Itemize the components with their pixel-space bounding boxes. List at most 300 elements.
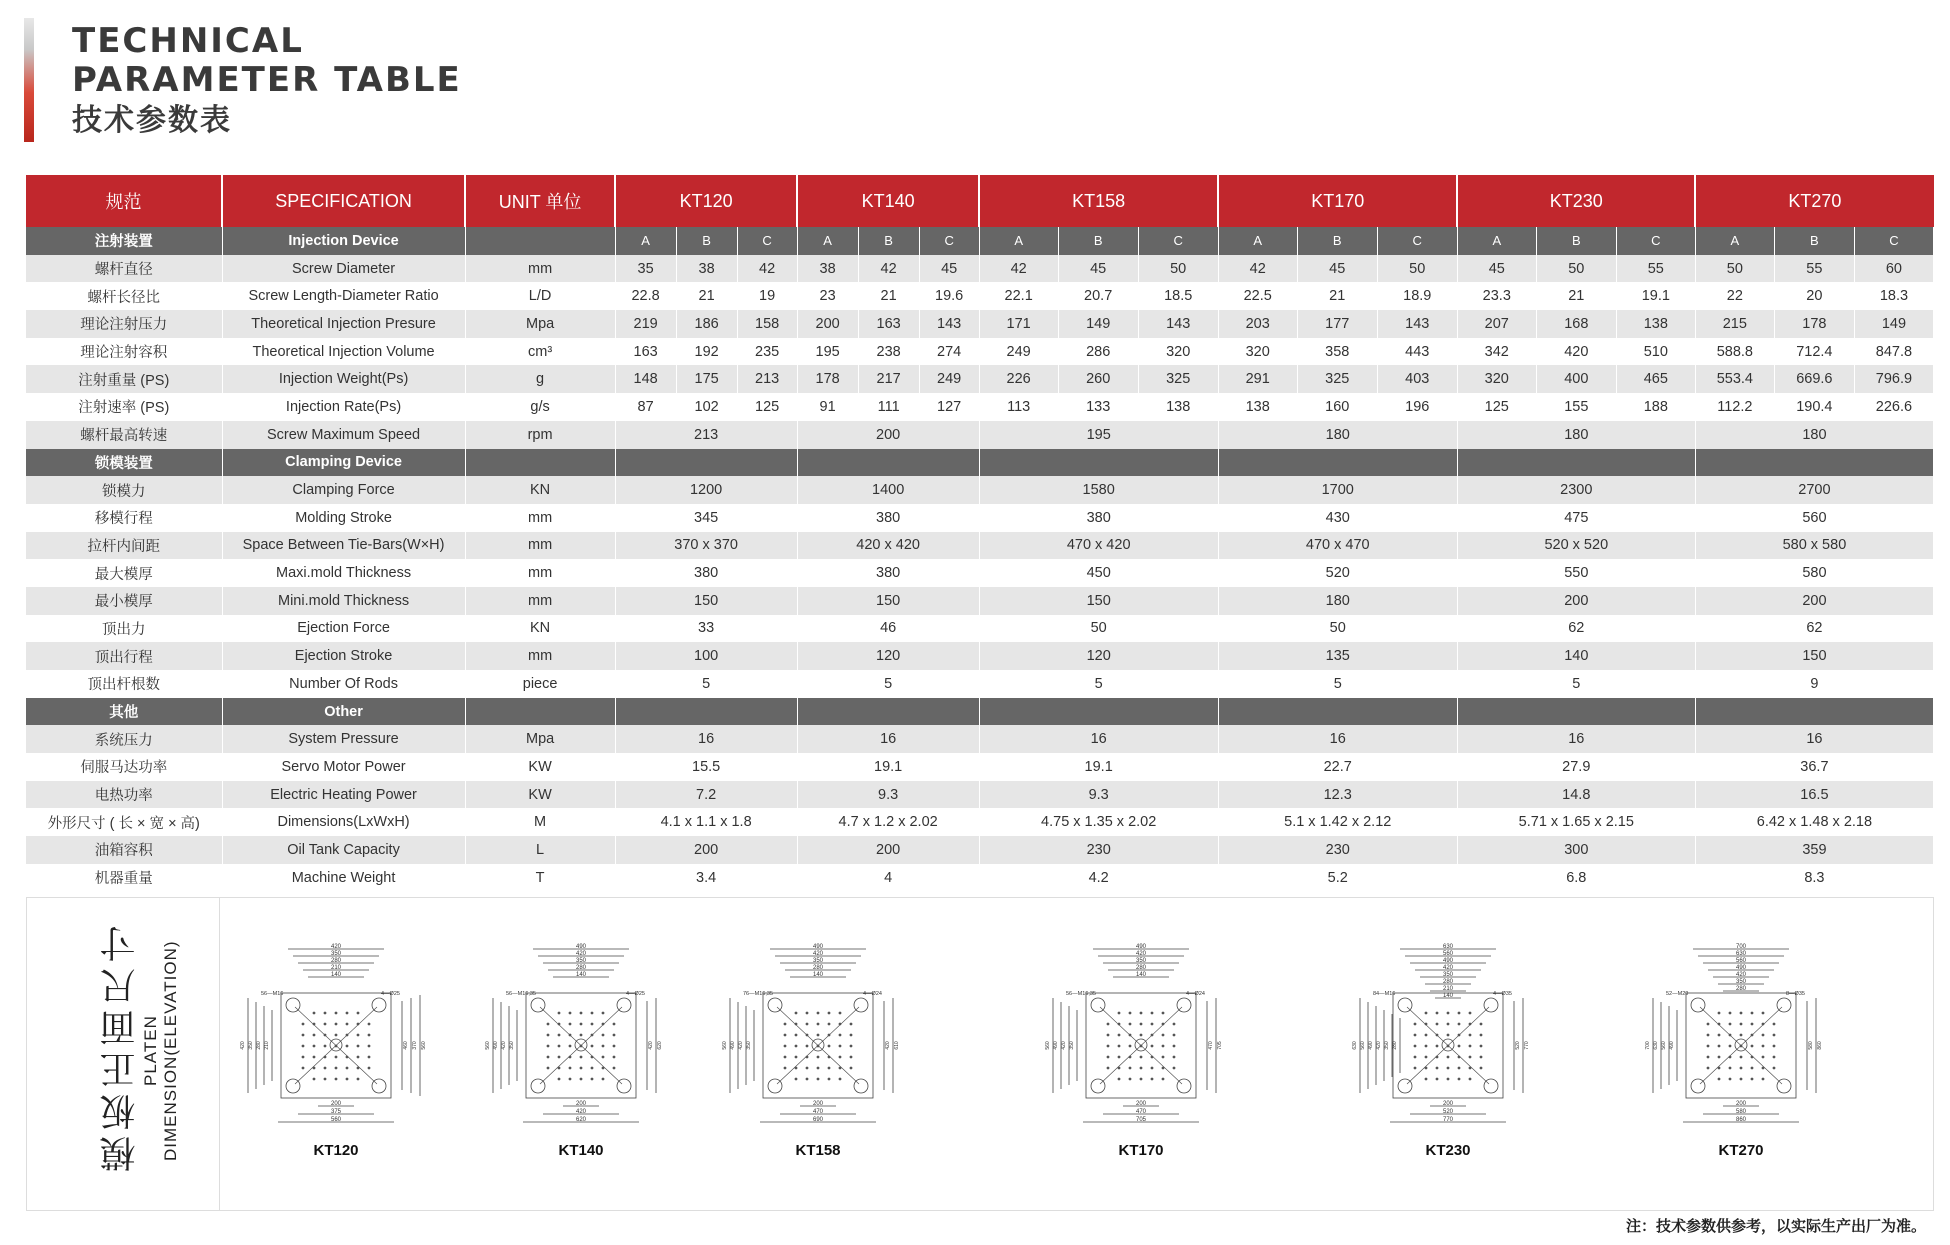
tapped-hole [346,1078,349,1081]
dim-label: 610 [894,1041,900,1050]
tapped-hole [1414,1056,1417,1059]
tapped-hole [313,1078,316,1081]
value-cell: 178 [797,365,858,393]
section-row-injection [26,227,1934,255]
tapped-hole [346,1067,349,1070]
section-en: Other [222,698,465,726]
row-label-cn: 注射重量 (PS) [26,365,222,393]
tapped-hole [1773,1023,1776,1026]
value-cell: 42 [737,255,797,283]
value-cell: 274 [919,338,979,366]
value-cell: 163 [615,338,676,366]
header-unit: UNIT 单位 [465,175,615,227]
section-row-other [26,698,1934,726]
dim-label: 700 [1645,1041,1651,1050]
dim-label: 210 [264,1041,270,1050]
tapped-hole [1129,1078,1132,1081]
row-unit: KN [465,476,615,504]
tapped-hole [357,1012,360,1015]
tapped-hole [1458,1023,1461,1026]
table-row [26,615,1934,643]
value-cell: 450 [979,559,1218,587]
tapped-hole [1129,1056,1132,1059]
value-cell: 177 [1297,310,1377,338]
title-en-line1: TECHNICAL [72,21,304,61]
value-cell: 19.1 [979,753,1218,781]
tapped-hole [1414,1023,1417,1026]
tapped-hole [1447,1012,1450,1015]
value-cell: 320 [1457,365,1536,393]
platen-title-cn: 模板正面尺寸 [100,920,141,1172]
value-cell: 46 [797,615,979,643]
value-cell: 102 [676,393,737,421]
dim-label: 140 [575,972,587,978]
tapped-hole [828,1045,831,1048]
tapped-hole [1162,1078,1165,1081]
value-cell: 112.2 [1695,393,1774,421]
tapped-hole [806,1023,809,1026]
value-cell: 7.2 [615,781,797,809]
value-cell: 35 [615,255,676,283]
dim-label: 560 [1442,951,1454,957]
row-label-en: Electric Heating Power [222,781,465,809]
header-model-kt170: KT170 [1218,175,1457,227]
tapped-hole [784,1034,787,1037]
tapped-hole [1751,1012,1754,1015]
row-label-cn: 电热功率 [26,781,222,809]
value-cell: 380 [979,504,1218,532]
value-cell: 16 [1695,725,1933,753]
header-model-kt270: KT270 [1695,175,1933,227]
dim-label: 420 [648,1041,654,1050]
value-cell: 55 [1616,255,1695,283]
variant-label: A [979,227,1058,255]
variant-label: A [1218,227,1297,255]
value-cell: 120 [979,642,1218,670]
dim-label: 560 [421,1041,427,1050]
tapped-hole [1762,1034,1765,1037]
tapped-hole [1729,1067,1732,1070]
tapped-hole [346,1056,349,1059]
value-cell: 50 [1377,255,1457,283]
tapped-hole [1151,1067,1154,1070]
tapped-hole [591,1034,594,1037]
value-cell: 6.42 x 1.48 x 2.18 [1695,808,1933,836]
tapped-hole [839,1023,842,1026]
row-unit: mm [465,504,615,532]
dim-label: 420 [240,1041,246,1050]
value-cell: 23 [797,282,858,310]
tapped-hole [1762,1012,1765,1015]
row-unit: mm [465,642,615,670]
tapped-hole [806,1067,809,1070]
row-label-cn: 螺杆最高转速 [26,421,222,449]
tapped-hole [346,1023,349,1026]
tapped-hole [1425,1067,1428,1070]
tapped-hole [1740,1012,1743,1015]
dim-label: 350 [746,1041,752,1050]
variant-label: B [1536,227,1616,255]
tapped-hole [1436,1078,1439,1081]
tapped-hole [313,1045,316,1048]
tapped-hole [1118,1045,1121,1048]
tapped-hole [1740,1045,1743,1048]
dim-label: 200 [1735,1101,1747,1107]
tapped-hole [850,1023,853,1026]
value-cell: 168 [1536,310,1616,338]
table-row [26,670,1934,698]
value-cell: 291 [1218,365,1297,393]
table-row [26,808,1934,836]
value-cell: 188 [1616,393,1695,421]
tapped-hole [1140,1056,1143,1059]
value-cell: 22.7 [1218,753,1457,781]
value-cell: 16 [1457,725,1695,753]
tapped-hole [1740,1067,1743,1070]
value-cell: 1200 [615,476,797,504]
value-cell: 45 [1297,255,1377,283]
tapped-hole [1140,1067,1143,1070]
dim-label: 490 [812,944,824,950]
row-label-en: Ejection Stroke [222,642,465,670]
table-row [26,282,1934,310]
hole-callout-right: 4—Ø24 [863,991,882,997]
value-cell: 200 [1457,587,1695,615]
tapped-hole [1458,1078,1461,1081]
row-label-en: Maxi.mold Thickness [222,559,465,587]
row-label-en: Screw Maximum Speed [222,421,465,449]
variant-label: A [1457,227,1536,255]
variant-label: A [797,227,858,255]
dim-label: 580 [1808,1041,1814,1050]
dim-label: 490 [1135,944,1147,950]
value-cell: 9 [1695,670,1933,698]
value-cell: 669.6 [1774,365,1854,393]
value-cell: 430 [1218,504,1457,532]
dim-label: 140 [1135,972,1147,978]
value-cell: 420 [1536,338,1616,366]
tapped-hole [335,1034,338,1037]
dim-label: 280 [1442,979,1454,985]
value-cell: 1580 [979,476,1218,504]
value-cell: 470 x 420 [979,532,1218,560]
tapped-hole [1151,1045,1154,1048]
tapped-hole [1151,1056,1154,1059]
tapped-hole [1107,1034,1110,1037]
tapped-hole [346,1012,349,1015]
tapped-hole [569,1056,572,1059]
value-cell: 260 [1058,365,1138,393]
tapped-hole [1751,1067,1754,1070]
tapped-hole [1718,1056,1721,1059]
tapped-hole [1173,1067,1176,1070]
value-cell: 520 [1218,559,1457,587]
row-label-cn: 注射速率 (PS) [26,393,222,421]
value-cell: 588.8 [1695,338,1774,366]
tapped-hole [1118,1056,1121,1059]
value-cell: 138 [1218,393,1297,421]
tapped-hole [806,1078,809,1081]
tapped-hole [1140,1012,1143,1015]
value-cell: 180 [1695,421,1933,449]
row-label-cn: 理论注射容积 [26,338,222,366]
dim-label: 420 [1135,951,1147,957]
tapped-hole [558,1056,561,1059]
platen-diagram [1641,938,1841,1138]
value-cell: 215 [1695,310,1774,338]
variant-label: C [1616,227,1695,255]
row-label-cn: 系统压力 [26,725,222,753]
value-cell: 580 x 580 [1695,532,1933,560]
value-cell: 180 [1457,421,1695,449]
tapped-hole [1414,1034,1417,1037]
value-cell: 359 [1695,836,1933,864]
tapped-hole [346,1045,349,1048]
variant-label: C [1854,227,1933,255]
tapped-hole [1729,1034,1732,1037]
tapped-hole [1773,1034,1776,1037]
dim-label: 630 [1442,944,1454,950]
value-cell: 213 [615,421,797,449]
row-unit: T [465,864,615,892]
value-cell: 27.9 [1457,753,1695,781]
hole-callout-left: 84—M16 [1373,991,1396,997]
tapped-hole [324,1012,327,1015]
tapped-hole [1425,1034,1428,1037]
variant-label: C [737,227,797,255]
variant-label: A [615,227,676,255]
tapped-hole [828,1067,831,1070]
value-cell: 186 [676,310,737,338]
dim-label: 200 [812,1101,824,1107]
tapped-hole [357,1034,360,1037]
tapped-hole [1707,1034,1710,1037]
value-cell: 150 [979,587,1218,615]
row-unit: M [465,808,615,836]
tapped-hole [1458,1067,1461,1070]
tapped-hole [1129,1023,1132,1026]
tapped-hole [1740,1023,1743,1026]
section-unit [465,698,615,726]
tapped-hole [1718,1012,1721,1015]
dim-label: 490 [1053,1041,1059,1050]
tapped-hole [591,1078,594,1081]
value-cell: 50 [1695,255,1774,283]
value-cell: 4.7 x 1.2 x 2.02 [797,808,979,836]
table-row [26,864,1934,892]
section-blank [1218,698,1457,726]
tapped-hole [1436,1034,1439,1037]
value-cell: 286 [1058,338,1138,366]
value-cell: 125 [1457,393,1536,421]
tapped-hole [602,1056,605,1059]
tapped-hole [1469,1034,1472,1037]
tapped-hole [1107,1045,1110,1048]
row-unit: rpm [465,421,615,449]
tapped-hole [1469,1012,1472,1015]
hole-callout-right: 8—Ø35 [1786,991,1805,997]
tapped-hole [1751,1023,1754,1026]
section-blank [797,449,979,477]
tapped-hole [839,1045,842,1048]
tapped-hole [602,1045,605,1048]
tapped-hole [839,1078,842,1081]
value-cell: 200 [797,421,979,449]
platen-diagram [1348,938,1548,1138]
tapped-hole [784,1045,787,1048]
value-cell: 16 [615,725,797,753]
variant-label: C [1138,227,1218,255]
platen-diagram [236,938,436,1138]
header-model-kt230: KT230 [1457,175,1695,227]
tapped-hole [313,1034,316,1037]
value-cell: 55 [1774,255,1854,283]
tapped-hole [1151,1034,1154,1037]
tapped-hole [591,1023,594,1026]
tapped-hole [1436,1067,1439,1070]
section-blank [615,449,797,477]
title-accent-bar [24,18,34,142]
value-cell: 175 [676,365,737,393]
dim-label: 200 [575,1101,587,1107]
tapped-hole [795,1012,798,1015]
variant-label: B [676,227,737,255]
dim-label: 620 [575,1117,587,1123]
tapped-hole [1707,1067,1710,1070]
section-blank [1695,449,1933,477]
header-model-kt140: KT140 [797,175,979,227]
tapped-hole [1414,1067,1417,1070]
value-cell: 133 [1058,393,1138,421]
row-unit: g/s [465,393,615,421]
tapped-hole [1762,1045,1765,1048]
tapped-hole [569,1012,572,1015]
row-label-cn: 机器重量 [26,864,222,892]
dim-label: 280 [1735,986,1747,992]
value-cell: 5.71 x 1.65 x 2.15 [1457,808,1695,836]
dim-label: 620 [657,1041,663,1050]
value-cell: 180 [1218,587,1457,615]
row-unit: L [465,836,615,864]
table-row [26,338,1934,366]
dim-label: 460 [403,1041,409,1050]
tapped-hole [1458,1056,1461,1059]
dim-label: 200 [1442,1101,1454,1107]
value-cell: 230 [1218,836,1457,864]
dim-label: 350 [330,951,342,957]
tapped-hole [1129,1045,1132,1048]
tapped-hole [1762,1056,1765,1059]
table-row [26,255,1934,283]
value-cell: 443 [1377,338,1457,366]
tapped-hole [1436,1023,1439,1026]
row-label-en: Mini.mold Thickness [222,587,465,615]
dim-label: 700 [1735,944,1747,950]
value-cell: 213 [737,365,797,393]
value-cell: 87 [615,393,676,421]
tapped-hole [547,1034,550,1037]
tapped-hole [1129,1067,1132,1070]
platen-diagram [481,938,681,1138]
value-cell: 22 [1695,282,1774,310]
value-cell: 38 [797,255,858,283]
value-cell: 196 [1377,393,1457,421]
tapped-hole [1729,1045,1732,1048]
row-label-cn: 顶出杆根数 [26,670,222,698]
value-cell: 207 [1457,310,1536,338]
dim-label: 420 [575,951,587,957]
tapped-hole [817,1056,820,1059]
value-cell: 18.3 [1854,282,1933,310]
value-cell: 91 [797,393,858,421]
table-row [26,753,1934,781]
tapped-hole [1162,1067,1165,1070]
tapped-hole [1129,1034,1132,1037]
dim-label: 280 [1392,1041,1398,1050]
platen-model-name: KT120 [313,1142,359,1159]
value-cell: 470 x 470 [1218,532,1457,560]
row-label-en: Clamping Force [222,476,465,504]
tapped-hole [1740,1078,1743,1081]
value-cell: 235 [737,338,797,366]
value-cell: 403 [1377,365,1457,393]
tapped-hole [602,1023,605,1026]
dim-label: 705 [1135,1117,1147,1123]
tapped-hole [569,1067,572,1070]
platen-diagram [718,938,918,1138]
dim-label: 280 [575,965,587,971]
row-label-cn: 理论注射压力 [26,310,222,338]
table-row [26,836,1934,864]
section-blank [979,449,1218,477]
tapped-hole [1469,1045,1472,1048]
table-row [26,310,1934,338]
tapped-hole [324,1045,327,1048]
variant-label: B [1297,227,1377,255]
tapped-hole [828,1078,831,1081]
value-cell: 18.9 [1377,282,1457,310]
value-cell: 21 [1297,282,1377,310]
value-cell: 50 [1218,615,1457,643]
value-cell: 160 [1297,393,1377,421]
tapped-hole [1480,1034,1483,1037]
variant-label: C [919,227,979,255]
section-blank [1457,698,1695,726]
dim-label: 420 [1376,1041,1382,1050]
row-label-en: Number Of Rods [222,670,465,698]
dim-label: 280 [812,965,824,971]
dim-label: 350 [509,1041,515,1050]
platen-drawing-kt170 [1041,938,1241,1159]
tapped-hole [1447,1045,1450,1048]
platen-drawing-kt140 [481,938,681,1159]
tapped-hole [313,1012,316,1015]
tapped-hole [795,1056,798,1059]
row-unit: cm³ [465,338,615,366]
tapped-hole [1173,1034,1176,1037]
tapped-hole [1762,1023,1765,1026]
value-cell: 21 [1536,282,1616,310]
tapped-hole [839,1012,842,1015]
value-cell: 796.9 [1854,365,1933,393]
table-row [26,559,1934,587]
dim-label: 210 [1442,986,1454,992]
tapped-hole [1107,1023,1110,1026]
footnote: 注：技术参数供参考，以实际生产出厂为准。 [1625,1218,1926,1235]
header-cn: 规范 [26,175,222,227]
dim-label: 490 [730,1041,736,1050]
tapped-hole [547,1045,550,1048]
